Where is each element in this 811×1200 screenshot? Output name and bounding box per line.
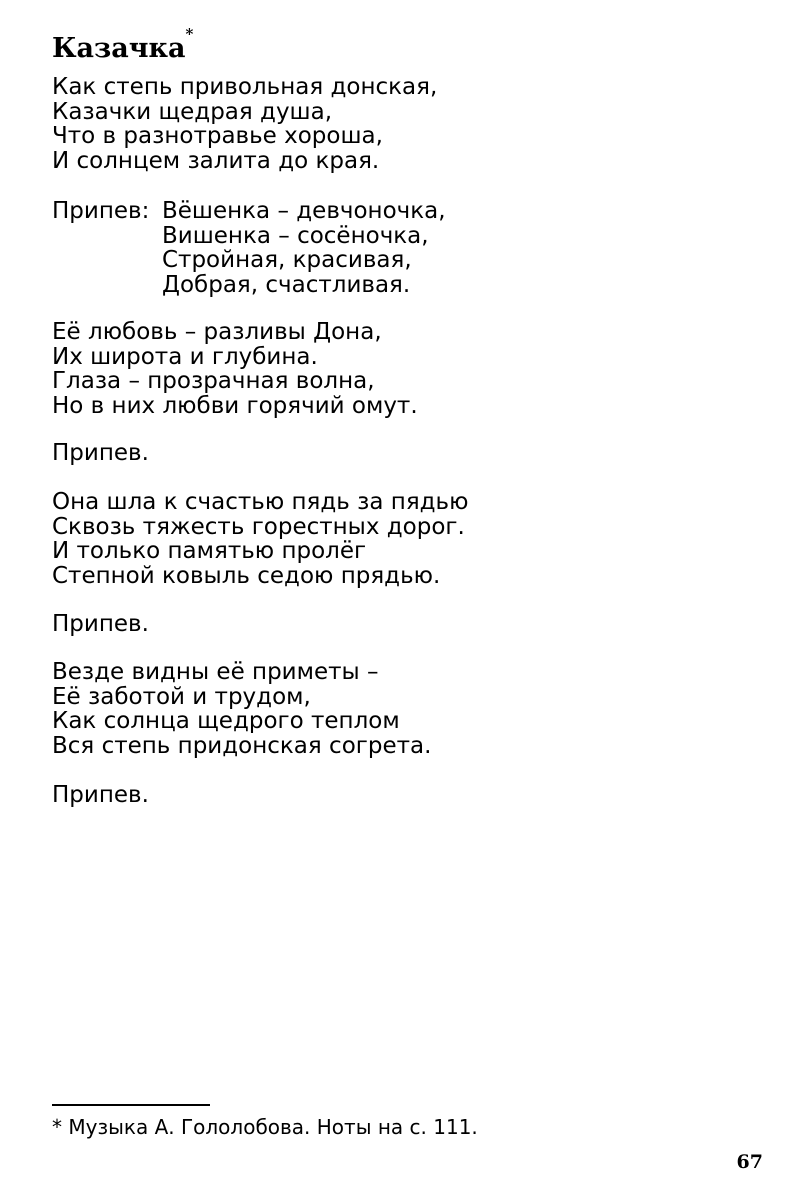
page-number: 67 — [736, 1151, 763, 1173]
verse-line: И солнцем залита до края. — [52, 147, 380, 174]
stanza-3 — [52, 490, 468, 588]
footnote-marker: * — [185, 25, 194, 43]
footnote: * Музыка А. Гололобова. Ноты на с. 111. — [52, 1115, 478, 1139]
poem-title-text: Казачка — [52, 33, 186, 64]
poem-title — [52, 25, 194, 66]
verse-line: Сквозь тяжесть горестных дорог. — [52, 513, 465, 540]
verse-line: Стройная, красивая, — [162, 247, 412, 273]
footnote-separator — [52, 1104, 210, 1106]
verse-line: Вся степь придонская согрета. — [52, 732, 432, 759]
verse-line: Что в разнотравье хороша, — [52, 123, 383, 149]
refrain-reference — [52, 783, 149, 808]
verse-line: Их широта и глубина. — [52, 343, 318, 370]
refrain-block — [52, 199, 446, 297]
verse-line: Вишенка – сосёночка, — [162, 222, 429, 249]
stanza-1 — [52, 75, 437, 173]
verse-line: Но в них любви горячий омут. — [52, 392, 418, 419]
verse-line: Её заботой и трудом, — [52, 683, 311, 710]
verse-line: Припев. — [52, 782, 149, 808]
verse-line: Как степь привольная донская, — [52, 74, 438, 100]
verse-line: Вёшенка – девчоночка, — [162, 198, 446, 224]
verse-line: И только памятью пролёг — [52, 538, 367, 564]
refrain-lines — [162, 199, 446, 297]
verse-line: Казачки щедрая душа, — [52, 98, 333, 125]
stanza-2 — [52, 320, 418, 418]
verse-line: Добрая, счастливая. — [162, 271, 411, 298]
verse-line: Она шла к счастью пядь за пядью — [52, 489, 469, 515]
refrain-label: Припев: — [52, 198, 150, 224]
verse-line: Везде видны её приметы – — [52, 659, 379, 685]
verse-line: Её любовь – разливы Дона, — [52, 319, 382, 345]
refrain-reference — [52, 441, 149, 466]
verse-line: Как солнца щедрого теплом — [52, 708, 400, 734]
refrain-reference — [52, 612, 149, 637]
stanza-4 — [52, 660, 431, 758]
verse-line: Припев. — [52, 611, 149, 637]
verse-line: Припев. — [52, 440, 149, 466]
verse-line: Глаза – прозрачная волна, — [52, 368, 375, 394]
verse-line: Степной ковыль седою прядью. — [52, 562, 441, 589]
